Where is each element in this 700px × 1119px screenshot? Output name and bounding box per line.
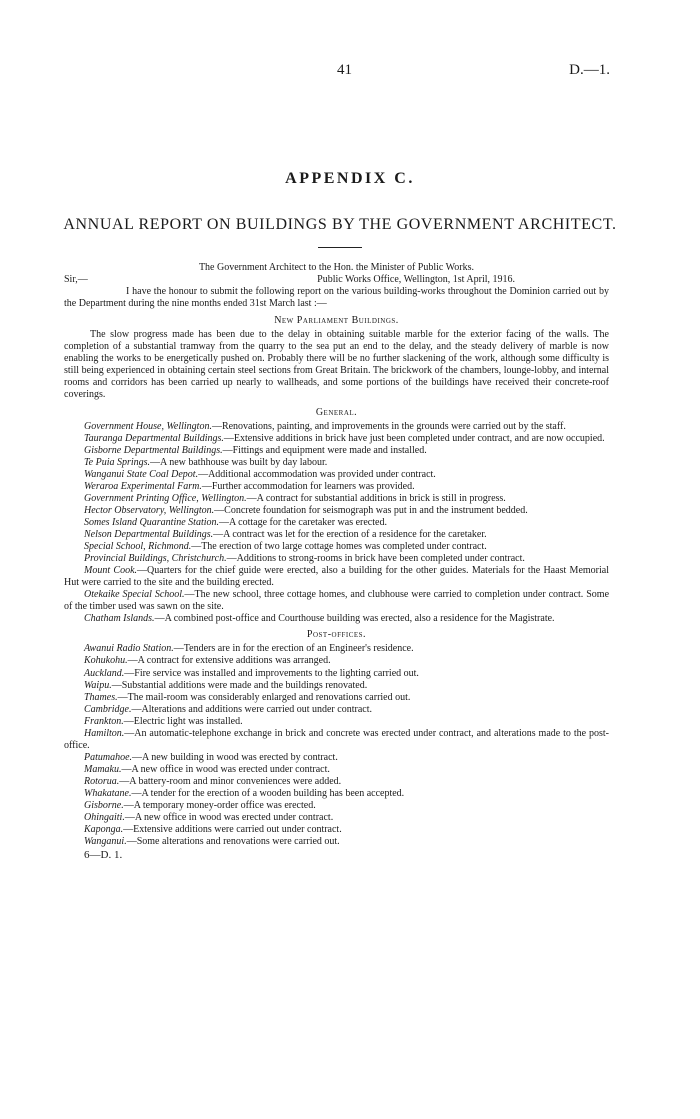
report-item xyxy=(64,812,609,824)
report-item xyxy=(64,668,609,680)
item-text: —Concrete foundation for seismograph was put in and the instrument bedded. xyxy=(214,504,528,516)
item-name: Auckland. xyxy=(84,667,125,679)
item-name: Whakatane. xyxy=(84,787,132,799)
item-text: —A temporary money-order office was erected. xyxy=(123,800,316,812)
salutation-row xyxy=(64,274,609,286)
report-item xyxy=(64,716,609,728)
report-item xyxy=(64,836,609,848)
report-item xyxy=(64,692,609,704)
item-name: Kohukohu. xyxy=(84,655,128,667)
item-text: —A combined post-office and Courthouse building was erected, also a residence for the Magistrate. xyxy=(154,613,555,625)
report-item xyxy=(64,481,609,493)
report-item xyxy=(64,445,609,457)
appendix-title: APPENDIX C. xyxy=(285,170,415,187)
item-name: Somes Island Quarantine Station. xyxy=(84,516,219,528)
parliament-paragraph: The slow progress made has been due to the delay in obtaining suitable marble for the exterior facing of the walls. The completion of a substantial tramway from the quarry to the sea put an end to the delay, and the steady delivery of marble is now enabling the works to be energetically pushed on. Probably there will be no further slackening of the work, although some difficulty is still being experienced in obtaining certain steel sections from Great Britain. The brickwork of the chambers, lounge-lobby, and internal rooms and corridors has been carried up nearly to wallheads, and some portions of the buildings have received their concrete-roof coverings. xyxy=(64,329,609,401)
item-name: Te Puia Springs. xyxy=(84,456,151,468)
item-text: —Fire service was installed and improvements to the lighting carried out. xyxy=(124,667,419,679)
item-text: —A new bathhouse was built by day labour. xyxy=(150,456,328,468)
report-item xyxy=(64,704,609,716)
report-item xyxy=(64,565,609,589)
item-text: —A new office in wood was erected under contract. xyxy=(121,763,330,775)
item-name: Rotorua. xyxy=(84,775,120,787)
item-name: Thames. xyxy=(84,691,118,703)
report-body xyxy=(64,262,609,861)
item-name: Waipu. xyxy=(84,679,112,691)
report-item xyxy=(64,493,609,505)
item-name: Wanganui State Coal Depot. xyxy=(84,468,199,480)
report-item xyxy=(64,589,609,613)
report-item xyxy=(64,680,609,692)
item-text: —Alterations and additions were carried out under contract. xyxy=(131,703,372,715)
report-item xyxy=(64,505,609,517)
item-text: —Some alterations and renovations were carried out. xyxy=(126,836,340,848)
section-heading-post-offices: Post-offices. xyxy=(306,629,367,641)
item-name: Provincial Buildings, Christchurch. xyxy=(84,553,227,565)
item-text: —A new building in wood was erected by contract. xyxy=(132,751,338,763)
item-text: —Renovations, painting, and improvements in the grounds were carried out by the staff. xyxy=(211,420,566,432)
item-text: —A battery-room and minor conveniences were added. xyxy=(119,775,342,787)
item-name: Patumahoe. xyxy=(84,751,133,763)
report-item xyxy=(64,655,609,667)
page-number: 41 xyxy=(337,62,352,78)
item-name: Kaponga. xyxy=(84,824,124,836)
item-text: —Quarters for the chief guide were erected, also a building for the other guides. Materials for the Haast Memorial Hut were carried to the site and the building erected. xyxy=(64,565,609,589)
item-name: Hamilton. xyxy=(84,727,125,739)
item-name: Frankton. xyxy=(84,715,124,727)
item-text: —The new school, three cottage homes, and clubhouse were carried to completion under contract. Some of the timber used was sawn on the site. xyxy=(64,589,610,613)
report-item xyxy=(64,824,609,836)
item-name: Gisborne Departmental Buildings. xyxy=(84,444,223,456)
title-rule xyxy=(318,247,362,248)
report-item xyxy=(64,553,609,565)
report-item xyxy=(64,800,609,812)
item-name: Government House, Wellington. xyxy=(84,420,212,432)
report-item xyxy=(64,433,609,445)
item-name: Hector Observatory, Wellington. xyxy=(84,504,215,516)
item-name: Government Printing Office, Wellington. xyxy=(84,492,247,504)
item-text: —A contract was let for the erection of a residence for the caretaker. xyxy=(213,528,487,540)
report-item xyxy=(64,517,609,529)
item-text: —A cottage for the caretaker was erected. xyxy=(219,516,387,528)
item-text: —A new office in wood was erected under contract. xyxy=(124,812,334,824)
item-name: Cambridge. xyxy=(84,703,132,715)
item-text: —Fittings and equipment were made and installed. xyxy=(222,444,427,456)
report-item xyxy=(64,613,609,625)
report-item xyxy=(64,752,609,764)
item-text: —Additions to strong-rooms in brick have been completed under contract. xyxy=(226,553,525,565)
item-name: Awanui Radio Station. xyxy=(84,643,174,655)
item-text: —Further accommodation for learners was provided. xyxy=(201,480,415,492)
item-text: —The erection of two large cottage homes was completed under contract. xyxy=(191,541,487,553)
item-text: —Substantial additions were made and the buildings renovated. xyxy=(111,679,368,691)
document-reference: D.—1. xyxy=(569,62,610,78)
report-item xyxy=(64,728,609,752)
item-text: —The mail-room was considerably enlarged and renovations carried out. xyxy=(117,691,411,703)
report-title: ANNUAL REPORT ON BUILDINGS BY THE GOVERNMENT ARCHITECT. xyxy=(63,216,617,233)
report-item xyxy=(64,643,609,655)
report-item xyxy=(64,764,609,776)
item-text: —Electric light was installed. xyxy=(123,715,243,727)
item-name: Wanganui. xyxy=(84,836,127,848)
report-item xyxy=(64,421,609,433)
sheet-mark: 6—D. 1. xyxy=(84,849,123,862)
item-text: —A contract for extensive additions was arranged. xyxy=(127,655,331,667)
item-name: Tauranga Departmental Buildings. xyxy=(84,432,224,444)
report-item xyxy=(64,776,609,788)
item-text: —A tender for the erection of a wooden building has been accepted. xyxy=(131,787,405,799)
item-text: —Additional accommodation was provided under contract. xyxy=(198,468,436,480)
item-name: Gisborne. xyxy=(84,800,124,812)
item-name: Mamaku. xyxy=(84,763,122,775)
post-office-items xyxy=(64,643,609,848)
report-item xyxy=(64,529,609,541)
report-item xyxy=(64,469,609,481)
letter-addressee: The Government Architect to the Hon. the Minister of Public Works. xyxy=(198,262,475,273)
section-heading-general: General. xyxy=(315,406,358,418)
item-name: Nelson Departmental Buildings. xyxy=(84,528,214,540)
item-text: —Extensive additions were carried out under contract. xyxy=(123,824,342,836)
item-name: Otekaike Special School. xyxy=(84,589,185,601)
letter-place-date: Public Works Office, Wellington, 1st April, 1916. xyxy=(317,274,515,286)
item-name: Special School, Richmond. xyxy=(84,541,192,553)
item-name: Weraroa Experimental Farm. xyxy=(84,480,202,492)
letter-salutation: Sir,— xyxy=(64,274,88,286)
item-text: —Tenders are in for the erection of an Engineer's residence. xyxy=(173,643,414,655)
page-header xyxy=(0,62,700,84)
report-item xyxy=(64,541,609,553)
item-text: —A contract for substantial additions in brick is still in progress. xyxy=(246,492,506,504)
item-name: Chatham Islands. xyxy=(84,613,155,625)
general-items xyxy=(64,421,609,626)
report-item xyxy=(64,457,609,469)
letter-intro: I have the honour to submit the following report on the various building-works throughout the Dominion carried out by the Department during the nine months ended 31st March last :— xyxy=(64,286,609,310)
item-name: Mount Cook. xyxy=(84,565,138,577)
item-name: Ohingaiti. xyxy=(84,812,125,824)
report-item xyxy=(64,788,609,800)
item-text: —An automatic-telephone exchange in brick and concrete was erected under contract, and alterations made to the post-office. xyxy=(64,727,609,751)
section-heading-parliament: New Parliament Buildings. xyxy=(274,315,399,327)
item-text: —Extensive additions in brick have just been completed under contract, and are now occupied. xyxy=(223,432,605,444)
